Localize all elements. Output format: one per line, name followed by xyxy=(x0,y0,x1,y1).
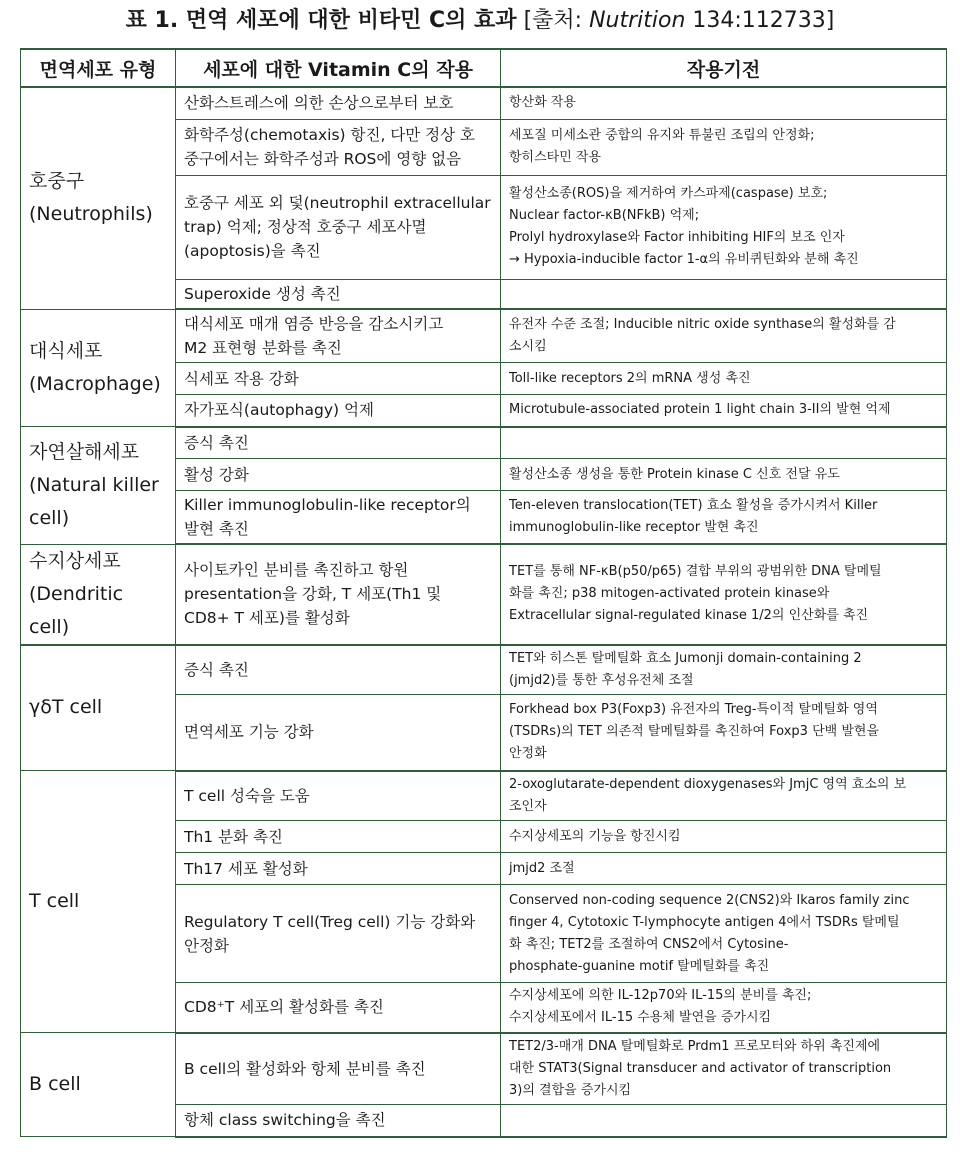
table-row xyxy=(21,427,947,459)
text-line: 활성 강화 xyxy=(184,465,249,484)
text-line: jmjd2 조절 xyxy=(509,860,575,876)
text-line: presentation을 강화, T 세포(Th1 및 xyxy=(184,585,442,604)
caption-title: 표 1. 면역 세포에 대한 비타민 C의 효과 xyxy=(125,8,517,33)
mechanism-cell xyxy=(501,983,947,1033)
text-line: 호중구 세포 외 덫(neutrophil extracellular xyxy=(184,194,491,212)
mechanism-cell xyxy=(501,459,947,491)
mechanism-cell xyxy=(501,175,947,279)
mechanism-cell xyxy=(501,853,947,885)
effect-cell xyxy=(176,771,501,821)
text-line: (Neutrophils) xyxy=(29,203,153,226)
cell-type xyxy=(21,87,176,309)
effect-cell xyxy=(176,175,501,279)
text-line: γδT cell xyxy=(29,696,103,719)
text-line: 사이토카인 분비를 촉진하고 항원 xyxy=(184,561,409,580)
text-line: 산화스트레스에 의한 손상으로부터 보호 xyxy=(184,94,454,113)
text-line: phosphate-guanine motif 탈메틸화를 촉진 xyxy=(509,958,770,974)
cell-type xyxy=(21,427,176,545)
text-line: B cell의 활성화와 항체 분비를 촉진 xyxy=(184,1059,426,1078)
table-row xyxy=(21,309,947,363)
mechanism-cell xyxy=(501,821,947,853)
text-line: Killer immunoglobulin-like receptor의 xyxy=(184,496,471,514)
effect-cell xyxy=(176,1105,501,1137)
mechanism-cell xyxy=(501,1105,947,1137)
text-line: 안정화 xyxy=(509,746,547,762)
effect-cell xyxy=(176,645,501,695)
text-line: TET2/3-매개 DNA 탈메틸화로 Prdm1 프로모터와 하위 촉진제에 xyxy=(509,1038,881,1054)
text-line: 활성산소종 생성을 통한 Protein kinase C 신호 전달 유도 xyxy=(509,466,840,482)
text-line: 화를 촉진; p38 mitogen-activated protein kinase와 xyxy=(509,586,830,602)
source-citation: 134:112733] xyxy=(685,8,835,33)
text-line: 수지상세포의 기능을 항진시킴 xyxy=(509,828,681,844)
text-line: 자가포식(autophagy) 억제 xyxy=(184,401,374,420)
header-row xyxy=(21,49,947,87)
mechanism-cell xyxy=(501,491,947,545)
text-line: M2 표현형 분화를 촉진 xyxy=(184,339,342,357)
effect-cell xyxy=(176,695,501,771)
effect-cell xyxy=(176,1033,501,1105)
source-journal: Nutrition xyxy=(589,8,686,33)
text-line: 증식 촉진 xyxy=(184,433,249,452)
mechanism-cell xyxy=(501,1033,947,1105)
text-line: TET를 통해 NF-κB(p50/p65) 결합 부위의 광범위한 DNA 탈메틸 xyxy=(509,564,882,580)
mechanism-cell xyxy=(501,771,947,821)
effect-cell xyxy=(176,363,501,395)
effect-cell xyxy=(176,309,501,363)
text-line: Forkhead box P3(Foxp3) 유전자의 Treg-특이적 탈메틸화 영역 xyxy=(509,702,878,718)
text-line: 수지상세포에서 IL-15 수용체 발연을 증가시킴 xyxy=(509,1010,772,1026)
text-line: 자연살해세포 xyxy=(29,440,140,463)
text-line: Microtubule-associated protein 1 light chain 3-II의 발현 억제 xyxy=(509,402,891,418)
text-line: 3)의 결합을 증가시킴 xyxy=(509,1082,632,1098)
text-line: 발현 촉진 xyxy=(184,520,249,538)
cell-type xyxy=(21,645,176,771)
text-line: Th17 세포 활성화 xyxy=(184,859,308,878)
mechanism-cell xyxy=(501,87,947,119)
text-line: Conserved non-coding sequence 2(CNS2)와 Ikaros family zinc xyxy=(509,892,910,908)
text-line: 대식세포 매개 염증 반응을 감소시키고 xyxy=(184,315,444,333)
text-line: T cell xyxy=(29,890,80,912)
effect-cell xyxy=(176,119,501,175)
effect-cell xyxy=(176,279,501,309)
text-line: TET와 히스톤 탈메틸화 효소 Jumonji domain-containing 2 xyxy=(509,650,862,666)
table-body xyxy=(21,87,947,1137)
text-line: 면역세포 기능 강화 xyxy=(184,723,314,742)
header-effect: 세포에 대한 Vitamin C의 작용 xyxy=(176,49,501,87)
text-line: Th1 분화 촉진 xyxy=(184,827,283,846)
text-line: Nuclear factor-κB(NFkB) 억제; xyxy=(509,208,700,223)
text-line: 소시킴 xyxy=(509,339,547,354)
text-line: 2-oxoglutarate-dependent dioxygenases와 JmjC 영역 효소의 보 xyxy=(509,776,907,792)
text-line: 활성산소종(ROS)을 제거하여 카스파제(caspase) 보호; xyxy=(509,186,828,201)
text-line: 수지상세포 xyxy=(29,549,121,572)
text-line: (Dendritic cell) xyxy=(29,582,124,638)
text-line: → Hypoxia-inducible factor 1-α의 유비퀴틴화와 분해 촉진 xyxy=(509,252,859,267)
text-line: Toll-like receptors 2의 mRNA 생성 촉진 xyxy=(509,370,751,386)
table-row xyxy=(21,87,947,119)
text-line: immunoglobulin-like receptor 발현 촉진 xyxy=(509,520,759,535)
effect-cell xyxy=(176,853,501,885)
text-line: Ten-eleven translocation(TET) 효소 활성을 증가시켜서 Killer xyxy=(509,498,878,513)
effect-cell xyxy=(176,885,501,983)
text-line: 항산화 작용 xyxy=(509,95,576,111)
text-line: (Natural killer xyxy=(29,473,159,496)
source-prefix: [출처: xyxy=(523,8,590,33)
mechanism-cell xyxy=(501,279,947,309)
text-line: 대한 STAT3(Signal transducer and activator of transcription xyxy=(509,1060,892,1076)
text-line: finger 4, Cytotoxic T-lymphocyte antigen 4에서 TSDRs 탈메틸 xyxy=(509,914,900,930)
text-line: 화 촉진; TET2를 조절하여 CNS2에서 Cytosine- xyxy=(509,936,789,952)
table-row xyxy=(21,1033,947,1105)
text-line: Prolyl hydroxylase와 Factor inhibiting HIF의 보조 인자 xyxy=(509,230,845,245)
mechanism-cell xyxy=(501,427,947,459)
text-line: 중구에서는 화학주성과 ROS에 영향 없음 xyxy=(184,150,462,168)
text-line: 대식세포 xyxy=(29,339,103,362)
vitamin-c-table xyxy=(20,48,947,1138)
mechanism-cell xyxy=(501,119,947,175)
text-line: (Macrophage) xyxy=(29,372,161,395)
effect-cell xyxy=(176,395,501,427)
text-line: 식세포 작용 강화 xyxy=(184,369,299,388)
text-line: 증식 촉진 xyxy=(184,660,249,679)
text-line: 수지상세포에 의한 IL-12p70와 IL-15의 분비를 촉진; xyxy=(509,988,812,1004)
text-line: Extracellular signal-regulated kinase 1/2의 인산화를 촉진 xyxy=(509,608,869,624)
effect-cell xyxy=(176,544,501,645)
effect-cell xyxy=(176,491,501,545)
text-line: Regulatory T cell(Treg cell) 기능 강화와 xyxy=(184,912,476,931)
text-line: 안정화 xyxy=(184,936,229,955)
text-line: 세포질 미세소관 중합의 유지와 튜불린 조립의 안정화; xyxy=(509,128,815,143)
mechanism-cell xyxy=(501,309,947,363)
text-line: (jmjd2)를 통한 후성유전체 조절 xyxy=(509,672,694,688)
mechanism-cell xyxy=(501,544,947,645)
mechanism-cell xyxy=(501,885,947,983)
effect-cell xyxy=(176,87,501,119)
effect-cell xyxy=(176,459,501,491)
text-line: (apoptosis)을 촉진 xyxy=(184,242,321,260)
text-line: Superoxide 생성 촉진 xyxy=(184,284,341,303)
text-line: 항체 class switching을 촉진 xyxy=(184,1111,386,1130)
text-line: B cell xyxy=(29,1073,81,1095)
text-line: 화학주성(chemotaxis) 항진, 다만 정상 호 xyxy=(184,126,476,144)
table-row xyxy=(21,544,947,645)
table-row xyxy=(21,645,947,695)
cell-type xyxy=(21,1033,176,1137)
text-line: 조인자 xyxy=(509,798,547,814)
caption-source xyxy=(524,8,835,33)
text-line: CD8⁺T 세포의 활성화를 촉진 xyxy=(184,998,384,1017)
text-line: (TSDRs)의 TET 의존적 탈메틸화를 촉진하여 Foxp3 단백 발현을 xyxy=(509,724,880,740)
table-row xyxy=(21,771,947,821)
header-mechanism: 작용기전 xyxy=(501,49,947,87)
text-line: cell) xyxy=(29,506,70,529)
mechanism-cell xyxy=(501,645,947,695)
mechanism-cell xyxy=(501,695,947,771)
text-line: CD8+ T 세포)를 활성화 xyxy=(184,609,350,628)
table-caption xyxy=(0,6,960,36)
effect-cell xyxy=(176,821,501,853)
text-line: T cell 성숙을 도움 xyxy=(184,786,310,805)
effect-cell xyxy=(176,427,501,459)
mechanism-cell xyxy=(501,363,947,395)
text-line: trap) 억제; 정상적 호중구 세포사멸 xyxy=(184,218,427,236)
mechanism-cell xyxy=(501,395,947,427)
effect-cell xyxy=(176,983,501,1033)
cell-type xyxy=(21,309,176,427)
text-line: 호중구 xyxy=(29,170,85,193)
cell-type xyxy=(21,544,176,645)
text-line: 유전자 수준 조절; Inducible nitric oxide synthase의 활성화를 감 xyxy=(509,317,896,332)
cell-type xyxy=(21,771,176,1033)
text-line: 항히스타민 작용 xyxy=(509,150,602,165)
header-cell-type: 면역세포 유형 xyxy=(21,49,176,87)
